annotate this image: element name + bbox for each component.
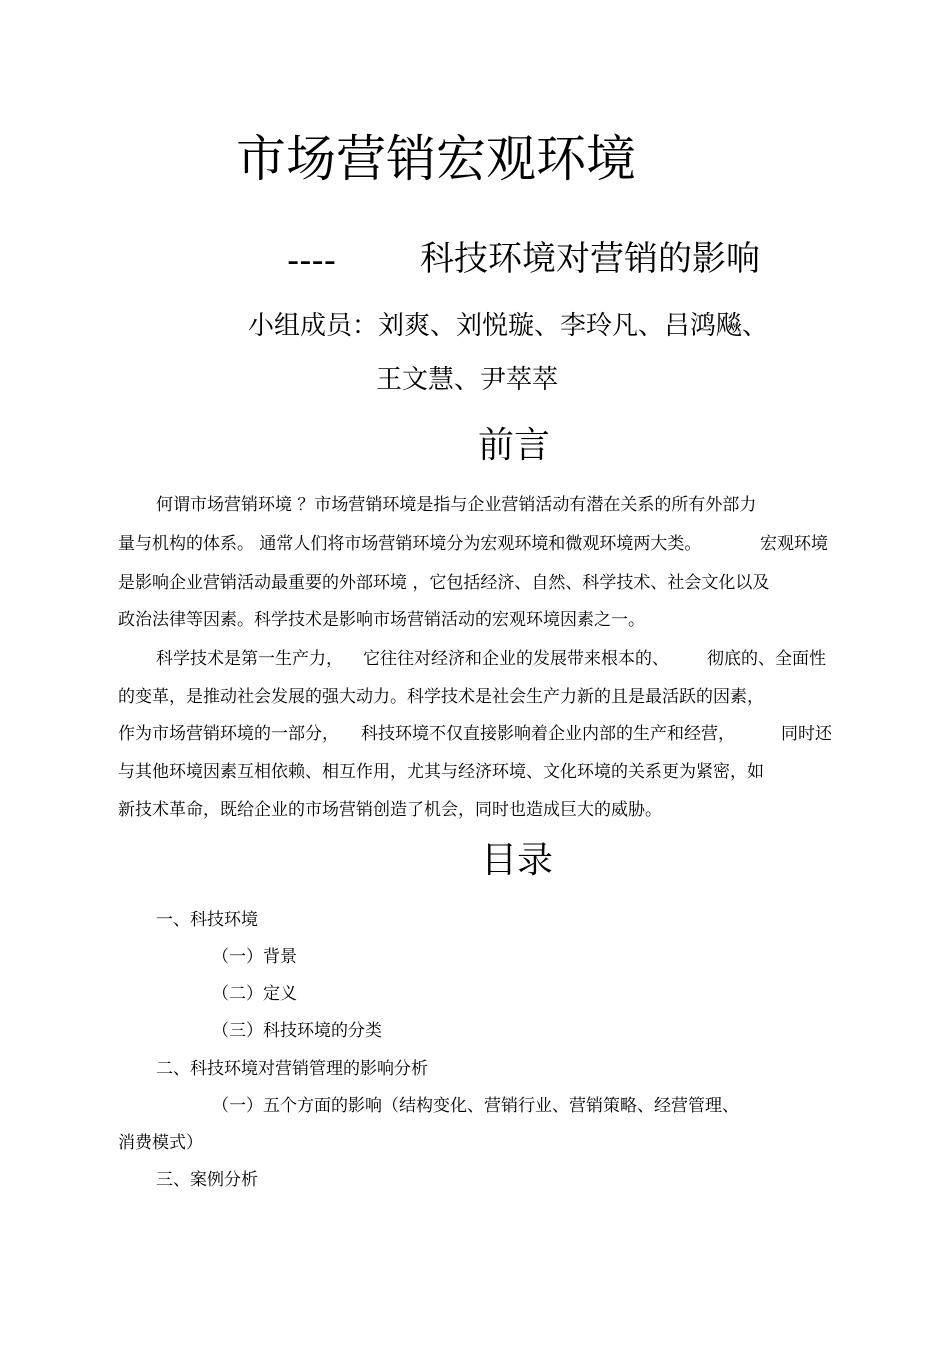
toc-item: （二）定义 xyxy=(212,984,297,1004)
toc-item: （一）背景 xyxy=(212,947,297,967)
preface-p2-line-1a: 科学技术是第一生产力， xyxy=(156,649,343,669)
preface-p1-line-2: 量与机构的体系。 通常人们将市场营销环境分为宏观环境和微观环境两大类。 xyxy=(118,534,702,554)
group-members-line-2: 王文慧、尹萃萃 xyxy=(376,365,559,395)
preface-p2-line-3b: 科技环境不仅直接影响着企业内部的生产和经营， xyxy=(361,724,735,744)
toc-item: 二、科技环境对营销管理的影响分析 xyxy=(156,1059,428,1079)
toc-item: （一）五个方面的影响（结构变化、营销行业、营销策略、经营管理、 xyxy=(212,1096,739,1116)
preface-p2-line-3a: 作为市场营销环境的一部分， xyxy=(118,724,339,744)
preface-p1-line-3: 是影响企业营销活动最重要的外部环境 ，它包括经济、自然、科学技术、社会文化以及 xyxy=(118,573,770,593)
preface-heading: 前言 xyxy=(478,425,551,466)
preface-p2-line-1b: 它往往对经济和企业的发展带来根本的、 xyxy=(363,649,669,669)
preface-p2-line-3c: 同时还 xyxy=(781,724,832,744)
toc-heading: 目录 xyxy=(481,840,554,881)
preface-p2-line-5: 新技术革命，既给企业的市场营销创造了机会，同时也造成巨大的威胁。 xyxy=(118,800,662,820)
group-members-line-1: 小组成员：刘爽、刘悦璇、李玲凡、吕鸿飚、 xyxy=(248,311,769,341)
preface-p2-line-1c: 彻底的、全面性 xyxy=(707,649,826,669)
toc-item: （三）科技环境的分类 xyxy=(212,1021,382,1041)
toc-item: 消费模式） xyxy=(118,1133,203,1153)
document-title: 市场营销宏观环境 xyxy=(236,130,636,188)
preface-p1-line-4: 政治法律等因素。科学技术是影响市场营销活动的宏观环境因素之一。 xyxy=(118,610,645,630)
toc-item: 一、科技环境 xyxy=(156,910,258,930)
subtitle-dash: ---- xyxy=(287,241,337,281)
preface-p2-line-2: 的变革，是推动社会发展的强大动力。科学技术是社会生产力新的且是最活跃的因素， xyxy=(118,687,764,707)
toc-item: 三、案例分析 xyxy=(156,1170,258,1190)
preface-p1-line-2b: 宏观环境 xyxy=(760,534,828,554)
preface-p1-line-1: 何谓市场营销环境 ？市场营销环境是指与企业营销活动有潜在关系的所有外部力 xyxy=(156,495,757,515)
preface-p2-line-4: 与其他环境因素互相依赖、相互作用，尤其与经济环境、文化环境的关系更为紧密，如 xyxy=(118,762,764,782)
document-subtitle: 科技环境对营销的影响 xyxy=(420,239,760,279)
